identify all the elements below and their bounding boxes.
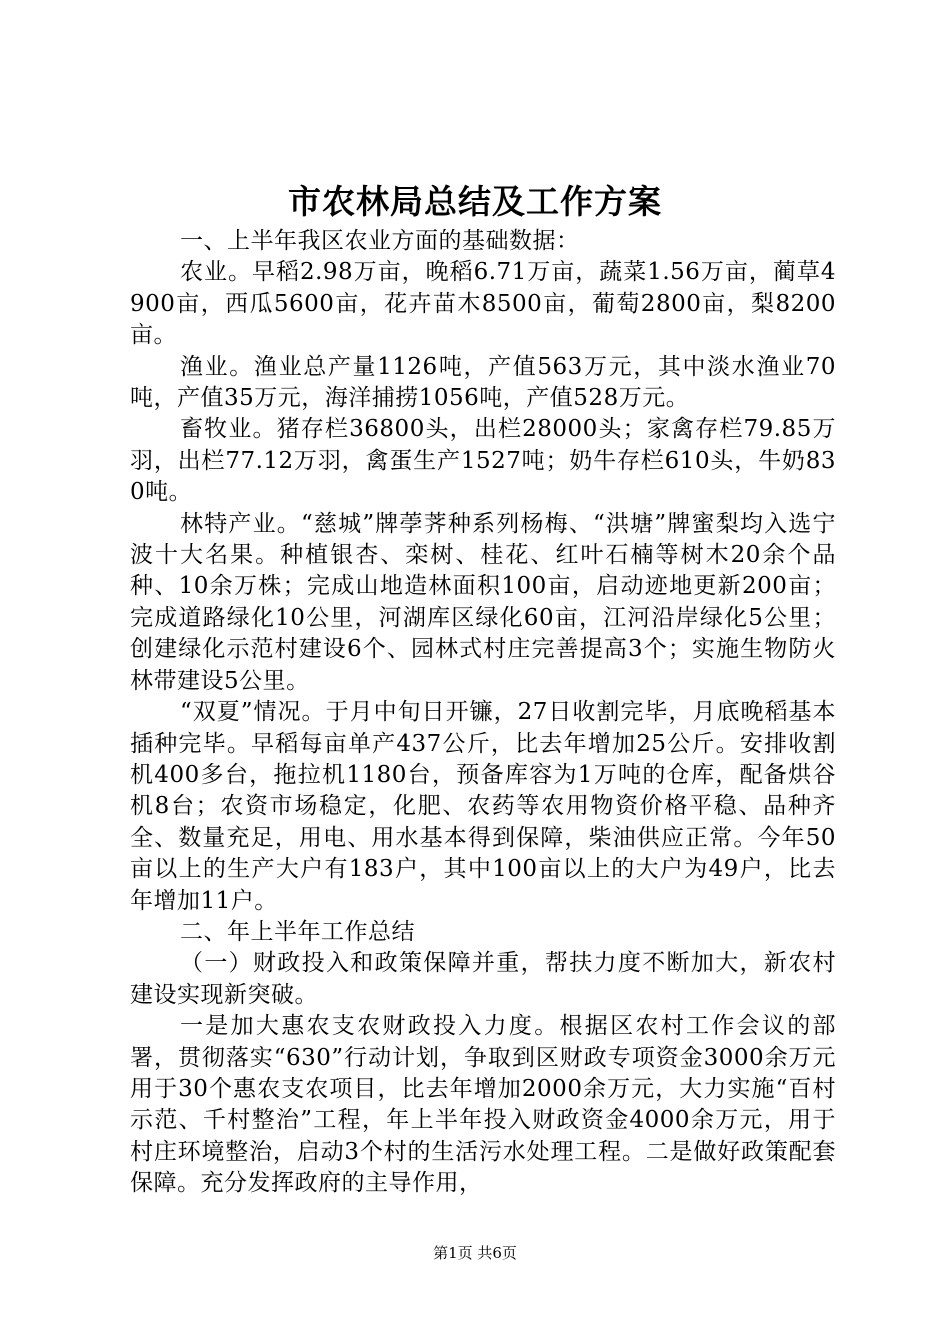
section-heading-work-summary: 二、年上半年工作总结 (180, 918, 415, 945)
paragraph-agriculture: 农业。早稻2.98万亩，晚稻6.71万亩，蔬菜1.56万亩，蔺草4900亩，西瓜5600亩，花卉苗木8500亩，葡萄2800亩，梨8200亩。 (130, 259, 836, 349)
subsection-heading-finance: （一）财政投入和政策保障并重，帮扶力度不断加大，新农村建设实现新突破。 (130, 950, 836, 1008)
paragraph-finance-investment: 一是加大惠农支农财政投入力度。根据区农村工作会议的部署，贯彻落实“630”行动计划，争取到区财政专项资金3000余万元用于30个惠农支农项目，比去年增加2000余万元，大力实施“百村示范、千村整治”工程，年上半年投入财政资金4000余万元，用于村庄环境整治，启动3个村的生活污水处理工程。二是做好政策配套保障。充分发挥政府的主导作用， (130, 1013, 836, 1197)
paragraph-forestry: 林特产业。“慈城”牌荸荠种系列杨梅、“洪塘”牌蜜梨均入选宁波十大名果。种植银杏、栾树、桂花、红叶石楠等树木20余个品种、10余万株；完成山地造林面积100亩，启动迹地更新200亩；完成道路绿化10公里，河湖库区绿化60亩，江河沿岸绿化5公里；创建绿化示范村建设6个、园林式村庄完善提高3个；实施生物防火林带建设5公里。 (130, 510, 836, 694)
page-number-footer: 第1页 共6页 (433, 1244, 517, 1262)
paragraph-double-summer: “双夏”情况。于月中旬日开镰，27日收割完毕，月底晚稻基本插种完毕。早稻每亩单产437公斤，比去年增加25公斤。安排收割机400多台，拖拉机1180台，预备库容为1万吨的仓库，配备烘谷机8台；农资市场稳定，化肥、农药等农用物资价格平稳、品种齐全、数量充足，用电、用水基本得到保障，柴油供应正常。今年50亩以上的生产大户有183户，其中100亩以上的大户为49户，比去年增加11户。 (130, 699, 836, 914)
document-body (130, 226, 836, 1200)
paragraph-fishery: 渔业。渔业总产量1126吨，产值563万元，其中淡水渔业70吨，产值35万元，海洋捕捞1056吨，产值528万元。 (130, 353, 836, 412)
section-heading-basic-data: 一、上半年我区农业方面的基础数据： (180, 228, 580, 254)
document-title: 市农林局总结及工作方案 (288, 182, 662, 221)
paragraph-livestock: 畜牧业。猪存栏36800头，出栏28000头；家禽存栏79.85万羽，出栏77.12万羽，禽蛋生产1527吨；奶牛存栏610头，牛奶830吨。 (130, 416, 836, 506)
